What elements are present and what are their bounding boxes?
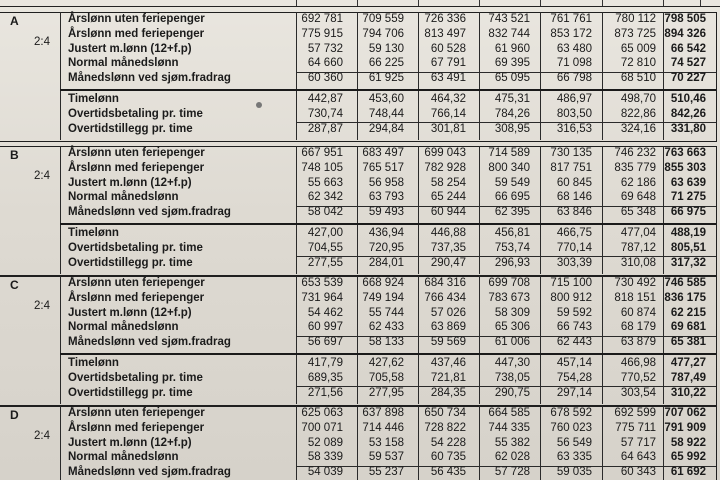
group-separator — [60, 353, 716, 355]
table-cell: 69 395 — [494, 57, 530, 70]
table-cell: 66 695 — [494, 191, 530, 204]
row-label: Timelønn — [68, 227, 119, 239]
table-cell: 760 023 — [550, 421, 592, 434]
table-cell: 456,81 — [494, 227, 530, 239]
table-cell: 57 728 — [494, 466, 530, 479]
table-cell: 842,26 — [670, 107, 706, 120]
table-cell: 783 673 — [488, 291, 530, 304]
row-label: Årslønn med feriepenger — [68, 291, 205, 304]
table-cell: 294,84 — [368, 122, 404, 135]
table-cell: 699 708 — [488, 277, 530, 289]
table-cell: 59 569 — [430, 336, 466, 349]
table-cell: 787,12 — [620, 241, 656, 254]
row-label: Årslønn uten feriepenger — [68, 277, 205, 289]
table-cell: 60 735 — [430, 451, 466, 464]
table-cell: 664 585 — [488, 407, 530, 419]
table-cell: 290,75 — [494, 386, 530, 399]
table-cell: 748,44 — [368, 107, 404, 120]
row-label: Månedslønn ved sjøm.fradrag — [68, 206, 231, 219]
column-divider — [602, 406, 603, 480]
table-cell: 770,14 — [556, 241, 592, 254]
table-cell: 58 309 — [494, 306, 530, 319]
table-cell: 303,54 — [620, 386, 656, 399]
table-cell: 61 006 — [494, 336, 530, 349]
table-cell: 765 517 — [362, 161, 404, 174]
table-cell: 58 254 — [430, 176, 466, 189]
section-ratio: 2:4 — [34, 300, 50, 313]
table-cell: 70 227 — [670, 72, 706, 85]
table-cell: 56 435 — [430, 466, 466, 479]
row-label: Justert m.lønn (12+f.p) — [68, 436, 192, 449]
table-cell: 692 781 — [301, 13, 343, 25]
table-cell: 72 810 — [620, 57, 656, 70]
table-cell: 650 734 — [424, 407, 466, 419]
column-divider — [60, 406, 61, 480]
table-cell: 59 130 — [368, 42, 404, 55]
table-cell: 54 039 — [307, 466, 343, 479]
section-ratio: 2:4 — [34, 170, 50, 183]
table-cell: 59 592 — [556, 306, 592, 319]
column-divider — [296, 406, 297, 480]
table-cell: 69 648 — [620, 191, 656, 204]
table-cell: 753,74 — [494, 241, 530, 254]
table-cell: 683 497 — [362, 147, 404, 159]
table-cell: 803,50 — [556, 107, 592, 120]
column-divider — [60, 12, 61, 140]
table-cell: 699 043 — [424, 147, 466, 159]
row-label: Justert m.lønn (12+f.p) — [68, 306, 192, 319]
table-cell: 486,97 — [556, 93, 592, 105]
table-cell: 730 135 — [550, 147, 592, 159]
table-cell: 721,81 — [430, 371, 466, 384]
table-cell: 66 975 — [670, 206, 706, 219]
table-cell: 63 335 — [556, 451, 592, 464]
table-cell: 855 303 — [664, 161, 706, 174]
table-cell: 63 480 — [556, 42, 592, 55]
table-cell: 317,32 — [670, 256, 706, 269]
group-separator — [60, 89, 716, 91]
table-cell: 277,55 — [307, 256, 343, 269]
table-cell: 55 237 — [368, 466, 404, 479]
top-table-edge — [0, 0, 720, 7]
table-cell: 331,80 — [670, 122, 706, 135]
table-cell: 62 433 — [368, 321, 404, 334]
table-cell: 60 343 — [620, 466, 656, 479]
column-divider — [418, 406, 419, 480]
table-cell: 775 915 — [301, 27, 343, 40]
table-cell: 787,49 — [670, 371, 706, 384]
table-cell: 738,05 — [494, 371, 530, 384]
table-cell: 668 924 — [362, 277, 404, 289]
row-label: Månedslønn ved sjøm.fradrag — [68, 466, 231, 479]
table-cell: 52 089 — [307, 436, 343, 449]
table-cell: 62 186 — [620, 176, 656, 189]
table-cell: 59 035 — [556, 466, 592, 479]
table-cell: 730,74 — [307, 107, 343, 120]
table-cell: 730 492 — [614, 277, 656, 289]
table-cell: 63 491 — [430, 72, 466, 85]
table-cell: 54 228 — [430, 436, 466, 449]
section-ratio: 2:4 — [34, 36, 50, 49]
table-cell: 464,32 — [430, 93, 466, 105]
section-d — [0, 406, 720, 480]
table-cell: 466,98 — [620, 357, 656, 369]
table-cell: 60 997 — [307, 321, 343, 334]
table-cell: 761 761 — [550, 13, 592, 25]
section-c — [0, 276, 720, 404]
row-label: Årslønn uten feriepenger — [68, 147, 205, 159]
table-cell: 498,70 — [620, 93, 656, 105]
table-cell: 60 944 — [430, 206, 466, 219]
table-cell: 71 275 — [670, 191, 706, 204]
table-cell: 836 175 — [664, 291, 706, 304]
row-label: Timelønn — [68, 357, 119, 369]
table-cell: 653 539 — [301, 277, 343, 289]
table-cell: 442,87 — [307, 93, 343, 105]
row-label: Overtidsbetaling pr. time — [68, 107, 203, 120]
table-cell: 57 732 — [307, 42, 343, 55]
table-cell: 55 744 — [368, 306, 404, 319]
row-label: Normal månedslønn — [68, 321, 179, 334]
table-cell: 63 793 — [368, 191, 404, 204]
table-cell: 65 348 — [620, 206, 656, 219]
paper-mark — [256, 102, 262, 108]
table-cell: 74 527 — [670, 57, 706, 70]
table-cell: 68 146 — [556, 191, 592, 204]
table-cell: 873 725 — [614, 27, 656, 40]
table-cell: 57 026 — [430, 306, 466, 319]
table-cell: 813 497 — [424, 27, 466, 40]
row-label: Månedslønn ved sjøm.fradrag — [68, 336, 231, 349]
table-cell: 835 779 — [614, 161, 656, 174]
row-label: Overtidsbetaling pr. time — [68, 371, 203, 384]
table-cell: 66 743 — [556, 321, 592, 334]
section-ratio: 2:4 — [34, 430, 50, 443]
row-label: Overtidstillegg pr. time — [68, 386, 193, 399]
section-letter: A — [10, 14, 19, 28]
table-cell: 277,95 — [368, 386, 404, 399]
table-cell: 775 711 — [615, 421, 656, 434]
table-cell: 56 549 — [556, 436, 592, 449]
table-cell: 684 316 — [424, 277, 466, 289]
table-cell: 749 194 — [362, 291, 404, 304]
table-cell: 58 133 — [368, 336, 404, 349]
table-cell: 65 095 — [494, 72, 530, 85]
table-cell: 64 660 — [307, 57, 343, 70]
table-cell: 61 925 — [368, 72, 404, 85]
column-divider — [540, 406, 541, 480]
table-cell: 310,22 — [670, 386, 706, 399]
table-cell: 310,08 — [620, 256, 656, 269]
row-label: Årslønn med feriepenger — [68, 27, 205, 40]
table-cell: 709 559 — [362, 13, 404, 25]
table-cell: 780 112 — [615, 13, 656, 25]
table-cell: 746 232 — [614, 147, 656, 159]
row-label: Årslønn med feriepenger — [68, 421, 205, 434]
row-label: Normal månedslønn — [68, 451, 179, 464]
table-cell: 700 071 — [301, 421, 343, 434]
section-letter: B — [10, 148, 19, 162]
table-cell: 689,35 — [307, 371, 343, 384]
table-cell: 56 697 — [307, 336, 343, 349]
table-cell: 704,55 — [307, 241, 343, 254]
table-cell: 800 912 — [550, 291, 592, 304]
table-cell: 744 335 — [488, 421, 530, 434]
table-cell: 763 663 — [664, 147, 706, 159]
table-cell: 57 717 — [620, 436, 656, 449]
table-cell: 453,60 — [368, 93, 404, 105]
table-cell: 68 510 — [620, 72, 656, 85]
table-cell: 62 395 — [494, 206, 530, 219]
table-cell: 737,35 — [430, 241, 466, 254]
table-cell: 60 528 — [430, 42, 466, 55]
group-separator — [60, 223, 716, 225]
table-cell: 59 549 — [494, 176, 530, 189]
table-cell: 62 342 — [307, 191, 343, 204]
table-cell: 714 446 — [362, 421, 404, 434]
table-cell: 637 898 — [362, 407, 404, 419]
row-label: Overtidsbetaling pr. time — [68, 241, 203, 254]
row-label: Overtidstillegg pr. time — [68, 122, 193, 135]
table-cell: 427,62 — [368, 357, 404, 369]
table-cell: 66 798 — [556, 72, 592, 85]
table-cell: 794 706 — [362, 27, 404, 40]
table-cell: 894 326 — [664, 27, 706, 40]
section-letter: D — [10, 408, 19, 422]
table-cell: 715 100 — [550, 277, 592, 289]
table-cell: 743 521 — [488, 13, 530, 25]
table-cell: 748 105 — [301, 161, 343, 174]
table-cell: 625 063 — [301, 407, 343, 419]
table-cell: 59 537 — [368, 451, 404, 464]
table-cell: 303,39 — [556, 256, 592, 269]
table-cell: 60 874 — [620, 306, 656, 319]
table-cell: 800 340 — [488, 161, 530, 174]
table-cell: 457,14 — [556, 357, 592, 369]
table-cell: 853 172 — [550, 27, 592, 40]
column-divider — [60, 146, 61, 274]
table-cell: 678 592 — [550, 407, 592, 419]
table-cell: 427,00 — [307, 227, 343, 239]
table-cell: 446,88 — [430, 227, 466, 239]
table-cell: 731 964 — [301, 291, 343, 304]
table-cell: 447,30 — [494, 357, 530, 369]
table-cell: 66 225 — [368, 57, 404, 70]
table-cell: 817 751 — [550, 161, 592, 174]
table-cell: 301,81 — [430, 122, 466, 135]
table-cell: 667 951 — [301, 147, 343, 159]
table-cell: 287,87 — [307, 122, 343, 135]
table-cell: 746 585 — [664, 277, 706, 289]
table-cell: 56 958 — [368, 176, 404, 189]
row-label: Årslønn med feriepenger — [68, 161, 205, 174]
table-cell: 726 336 — [424, 13, 466, 25]
table-cell: 510,46 — [670, 93, 706, 105]
table-cell: 71 098 — [556, 57, 592, 70]
table-cell: 68 179 — [620, 321, 656, 334]
row-label: Årslønn uten feriepenger — [68, 13, 205, 25]
section-letter: C — [10, 278, 19, 292]
table-cell: 417,79 — [307, 357, 343, 369]
table-cell: 62 215 — [670, 306, 706, 319]
table-cell: 754,28 — [556, 371, 592, 384]
table-cell: 61 692 — [670, 466, 706, 479]
table-cell: 63 869 — [430, 321, 466, 334]
table-cell: 65 244 — [430, 191, 466, 204]
row-label: Normal månedslønn — [68, 57, 179, 70]
section-b — [0, 146, 720, 274]
table-cell: 818 151 — [614, 291, 656, 304]
table-cell: 805,51 — [670, 241, 706, 254]
table-cell: 60 845 — [556, 176, 592, 189]
table-cell: 766 434 — [424, 291, 466, 304]
table-cell: 316,53 — [556, 122, 592, 135]
table-cell: 832 744 — [488, 27, 530, 40]
table-cell: 475,31 — [494, 93, 530, 105]
table-cell: 770,52 — [620, 371, 656, 384]
table-cell: 66 542 — [670, 42, 706, 55]
table-cell: 692 599 — [614, 407, 656, 419]
table-cell: 61 960 — [494, 42, 530, 55]
table-cell: 58 922 — [670, 436, 706, 449]
table-cell: 822,86 — [620, 107, 656, 120]
column-divider — [479, 406, 480, 480]
table-cell: 791 909 — [664, 421, 706, 434]
column-divider — [357, 406, 358, 480]
table-cell: 55 663 — [307, 176, 343, 189]
table-cell: 65 381 — [670, 336, 706, 349]
table-cell: 60 360 — [307, 72, 343, 85]
table-cell: 271,56 — [307, 386, 343, 399]
table-cell: 437,46 — [430, 357, 466, 369]
table-cell: 67 791 — [430, 57, 466, 70]
table-cell: 766,14 — [430, 107, 466, 120]
row-label: Justert m.lønn (12+f.p) — [68, 176, 192, 189]
table-cell: 63 846 — [556, 206, 592, 219]
table-cell: 63 639 — [670, 176, 706, 189]
table-cell: 62 443 — [556, 336, 592, 349]
table-cell: 477,27 — [670, 357, 706, 369]
table-cell: 69 681 — [670, 321, 706, 334]
table-cell: 707 062 — [664, 407, 706, 419]
table-cell: 65 992 — [670, 451, 706, 464]
column-divider — [60, 276, 61, 404]
table-cell: 308,95 — [494, 122, 530, 135]
table-cell: 296,93 — [494, 256, 530, 269]
table-cell: 782 928 — [424, 161, 466, 174]
table-cell: 798 505 — [664, 13, 706, 25]
row-label: Månedslønn ved sjøm.fradrag — [68, 72, 231, 85]
table-cell: 720,95 — [368, 241, 404, 254]
table-cell: 55 382 — [494, 436, 530, 449]
table-cell: 284,01 — [368, 256, 404, 269]
table-cell: 297,14 — [556, 386, 592, 399]
table-cell: 54 462 — [307, 306, 343, 319]
row-label: Overtidstillegg pr. time — [68, 256, 193, 269]
table-cell: 62 028 — [494, 451, 530, 464]
table-cell: 64 643 — [620, 451, 656, 464]
table-cell: 728 822 — [424, 421, 466, 434]
table-cell: 784,26 — [494, 107, 530, 120]
section-a — [0, 12, 720, 140]
table-cell: 466,75 — [556, 227, 592, 239]
row-label: Timelønn — [68, 93, 119, 105]
table-cell: 63 879 — [620, 336, 656, 349]
row-label: Justert m.lønn (12+f.p) — [68, 42, 192, 55]
table-cell: 488,19 — [670, 227, 706, 239]
table-cell: 284,35 — [430, 386, 466, 399]
table-cell: 477,04 — [620, 227, 656, 239]
table-cell: 58 042 — [307, 206, 343, 219]
table-cell: 65 009 — [620, 42, 656, 55]
table-cell: 290,47 — [430, 256, 466, 269]
table-cell: 436,94 — [368, 227, 404, 239]
row-label: Årslønn uten feriepenger — [68, 407, 205, 419]
table-cell: 53 158 — [368, 436, 404, 449]
table-cell: 714 589 — [488, 147, 530, 159]
table-cell: 324,16 — [620, 122, 656, 135]
table-cell: 58 339 — [307, 451, 343, 464]
table-cell: 59 493 — [368, 206, 404, 219]
table-cell: 705,58 — [368, 371, 404, 384]
table-cell: 65 306 — [494, 321, 530, 334]
row-label: Normal månedslønn — [68, 191, 179, 204]
